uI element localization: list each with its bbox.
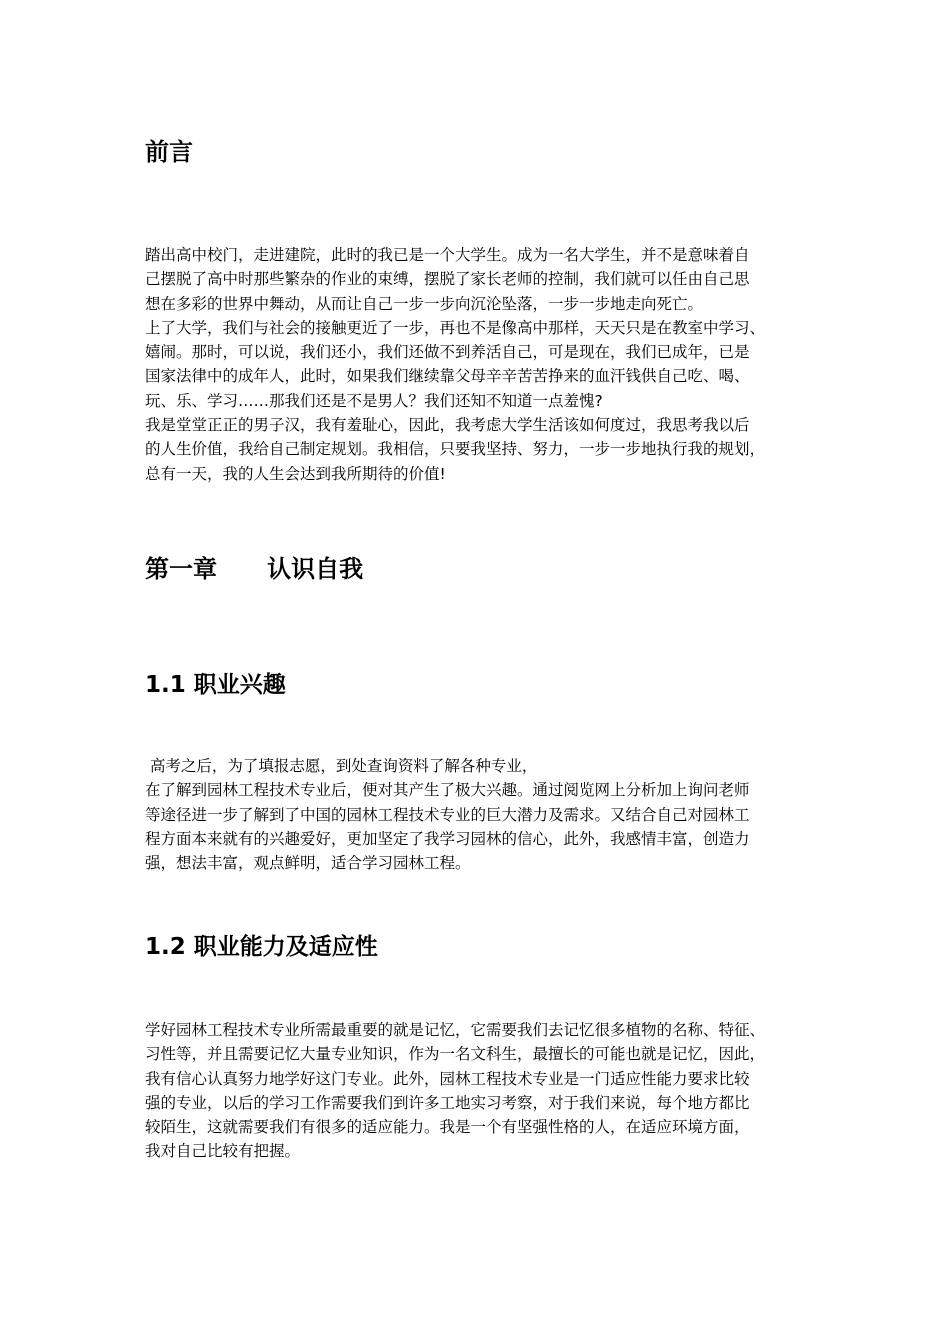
preface-line: 上了大学，我们与社会的接触更近了一步，再也不是像高中那样，天天只是在教室中学习、	[145, 318, 766, 337]
preface-paragraph	[145, 243, 825, 486]
ability-line: 较陌生，这就需要我们有很多的适应能力。我是一个有坚强性格的人，在适应环境方面，	[145, 1118, 750, 1137]
interest-line: 强，想法丰富，观点鲜明，适合学习园林工程。	[145, 854, 471, 873]
interest-line: 程方面本来就有的兴趣爱好，更加坚定了我学习园林的信心，此外，我感情丰富，创造力	[145, 829, 750, 848]
interest-line: 高考之后，为了填报志愿，到处查询资料了解各种专业，	[145, 757, 538, 775]
preface-line: 玩、乐、学习……那我们还是不是男人？我们还知不知道一点羞愧?	[145, 391, 603, 410]
preface-line: 的人生价值，我给自己制定规划。我相信，只要我坚持、努力，一步一步地执行我的规划，	[145, 440, 766, 459]
ability-line: 我有信心认真努力地学好这门专业。此外，园林工程技术专业是一门适应性能力要求比较	[145, 1069, 750, 1088]
interest-line: 在了解到园林工程技术专业后，便对其产生了极大兴趣。通过阅览网上分析加上询问老师	[145, 781, 750, 800]
preface-line: 想在多彩的世界中舞动，从而让自己一步一步向沉沦坠落，一步一步地走向死亡。	[145, 294, 704, 313]
preface-line: 国家法律中的成年人，此时，如果我们继续靠父母辛辛苦苦挣来的血汗钱供自己吃、喝、	[145, 367, 750, 386]
ability-line: 学好园林工程技术专业所需最重要的就是记忆，它需要我们去记忆很多植物的名称、特征、	[145, 1021, 766, 1039]
ability-paragraph	[145, 1018, 825, 1164]
chapter-title: 第一章 认识自我	[145, 555, 364, 583]
preface-line: 嬉闹。那时，可以说，我们还小，我们还做不到养活自己，可是现在，我们已成年，已是	[145, 343, 750, 362]
preface-line: 总有一天，我的人生会达到我所期待的价值!	[145, 464, 446, 483]
section-title-interest: 1.1 职业兴趣	[145, 672, 286, 698]
ability-line: 我对自己比较有把握。	[145, 1142, 301, 1161]
preface-title: 前言	[145, 138, 193, 166]
preface-line: 踏出高中校门，走进建院，此时的我已是一个大学生。成为一名大学生，并不是意味着自	[145, 246, 750, 264]
interest-line: 等途径进一步了解到了中国的园林工程技术专业的巨大潜力及需求。又结合自己对园林工	[145, 805, 750, 824]
section-title-ability: 1.2 职业能力及适应性	[145, 934, 378, 960]
preface-line: 己摆脱了高中时那些繁杂的作业的束缚，摆脱了家长老师的控制，我们就可以任由自己思	[145, 270, 750, 289]
ability-line: 强的专业，以后的学习工作需要我们到许多工地实习考察，对于我们来说，每个地方都比	[145, 1093, 750, 1112]
ability-line: 习性等，并且需要记忆大量专业知识，作为一名文科生，最擅长的可能也就是记忆，因此，	[145, 1045, 766, 1064]
interest-paragraph	[145, 754, 825, 875]
preface-line: 我是堂堂正正的男子汉，我有羞耻心，因此，我考虑大学生活该如何度过，我思考我以后	[145, 416, 750, 435]
